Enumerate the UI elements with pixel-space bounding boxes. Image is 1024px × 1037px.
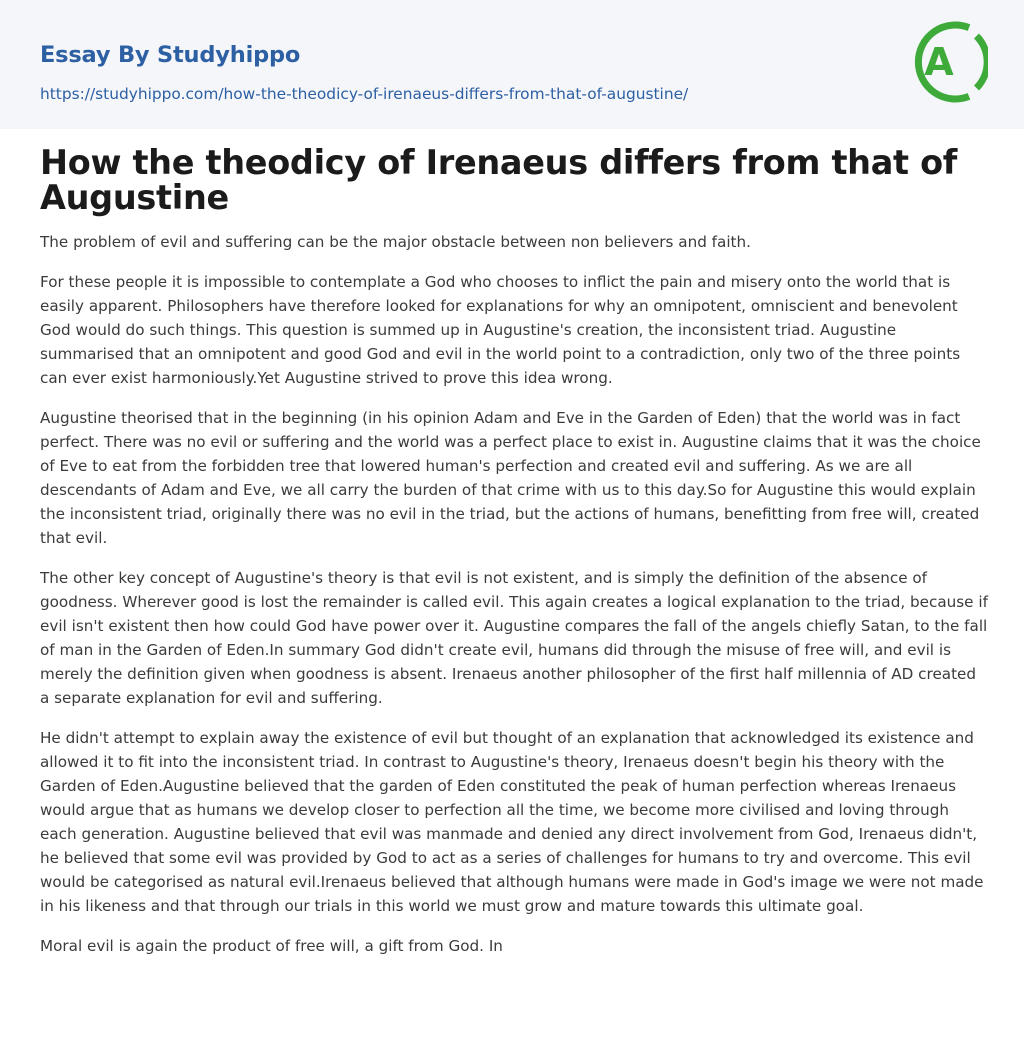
site-header xyxy=(0,0,1024,129)
studyhippo-logo-icon[interactable] xyxy=(910,18,988,106)
logo-letter: A xyxy=(924,40,954,84)
essay-title: How the theodicy of Irenaeus differs from that of Augustine xyxy=(40,143,958,217)
source-url-link[interactable]: https://studyhippo.com/how-the-theodicy-of-irenaeus-differs-from-that-of-augustine/ xyxy=(40,85,689,103)
essay-paragraph-5: He didn't attempt to explain away the existence of evil but thought of an explanation that acknowledged its existence and allowed it to fit into the inconsistent triad. In contrast to Augustine's theory, Irenaeus doesn't begin his theory with the Garden of Eden.Augustine believed that the garden of Eden constituted the peak of human perfection whereas Irenaeus would argue that as humans we develop closer to perfection all the time, we become more civilised and loving through each generation. Augustine believed that evil was manmade and denied any direct involvement from God, Irenaeus didn't, he believed that some evil was provided by God to act as a series of challenges for humans to try and overcome. This evil would be categorised as natural evil.Irenaeus believed that although humans were made in God's image we were not made in his likeness and that through our trials in this world we must grow and mature towards this ultimate goal. xyxy=(40,729,984,915)
essay-paragraph-1: The problem of evil and suffering can be the major obstacle between non believers and faith. xyxy=(40,233,751,251)
essay-paragraph-2: For these people it is impossible to contemplate a God who chooses to inflict the pain and misery onto the world that is easily apparent. Philosophers have therefore looked for explanations for why an omnipotent, omniscient and benevolent God would do such things. This question is summed up in Augustine's creation, the inconsistent triad. Augustine summarised that an omnipotent and good God and evil in the world point to a contradiction, only two of the three points can ever exist harmoniously.Yet Augustine strived to prove this idea wrong. xyxy=(40,273,961,387)
logo-ring-right xyxy=(977,36,988,88)
essay-paragraph-4: The other key concept of Augustine's theory is that evil is not existent, and is simply the definition of the absence of goodness. Wherever good is lost the remainder is called evil. This again creates a logical explanation to the triad, because if evil isn't existent then how could God have power over it. Augustine compares the fall of the angels chiefly Satan, to the fall of man in the Garden of Eden.In summary God didn't create evil, humans did through the misuse of free will, and evil is merely the definition given when goodness is absent. Irenaeus another philosopher of the first half millennia of AD created a separate explanation for evil and suffering. xyxy=(40,569,988,707)
brand-title: Essay By Studyhippo xyxy=(40,42,301,68)
essay-paragraph-3: Augustine theorised that in the beginning (in his opinion Adam and Eve in the Garden of Eden) that the world was in fact perfect. There was no evil or suffering and the world was a perfect place to exist in. Augustine claims that it was the choice of Eve to eat from the forbidden tree that lowered human's perfection and created evil and suffering. As we are all descendants of Adam and Eve, we all carry the burden of that crime with us to this day.So for Augustine this would explain the inconsistent triad, originally there was no evil in the triad, but the actions of humans, benefitting from free will, created that evil. xyxy=(40,409,981,547)
essay-article xyxy=(40,145,988,958)
essay-paragraph-6: Moral evil is again the product of free will, a gift from God. In xyxy=(40,937,503,955)
